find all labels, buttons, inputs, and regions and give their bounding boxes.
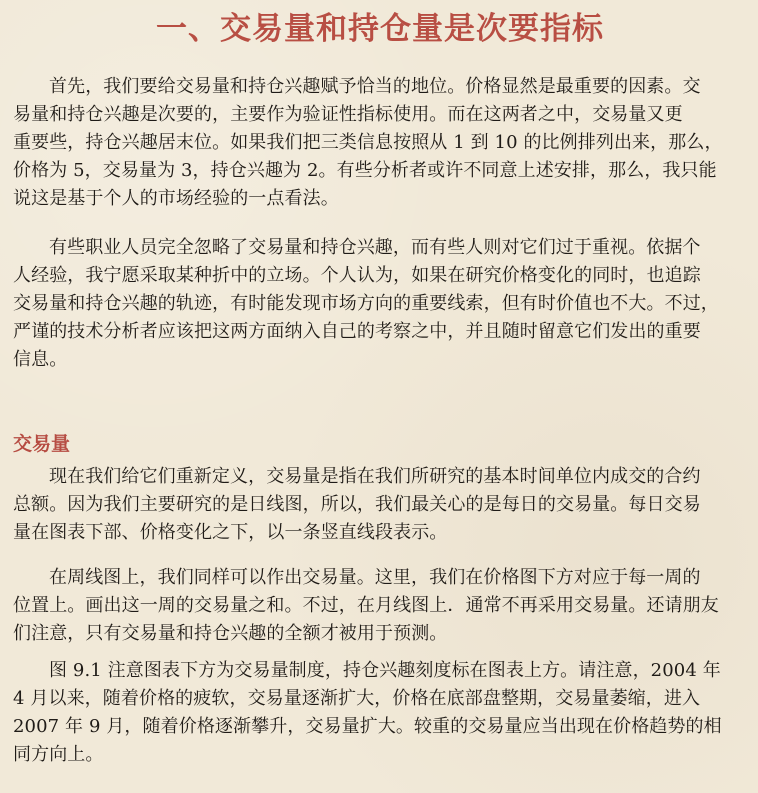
paragraph-line: 4 月以来，随着价格的疲软，交易量逐渐扩大，价格在底部盘整期，交易量萎缩，进入 (13, 688, 701, 709)
paragraph-line: 位置上。画出这一周的交易量之和。不过，在月线图上．通常不再采用交易量。还请朋友 (13, 595, 719, 616)
paragraph-line: 价格为 5，交易量为 3，持仓兴趣为 2。有些分析者或许不同意上述安排，那么，我只能 (13, 160, 717, 181)
paragraph-line: 有些职业人员完全忽略了交易量和持仓兴趣，而有些人则对它们过于重视。依据个 (49, 237, 701, 258)
paragraph-line: 说这是基于个人的市场经验的一点看法。 (13, 188, 339, 209)
paragraph-line: 们注意，只有交易量和持仓兴趣的全额才被用于预测。 (13, 623, 448, 644)
page-title: 一、交易量和持仓量是次要指标 (156, 11, 604, 47)
paragraph-line: 同方向上。 (13, 744, 104, 765)
volume-paragraph-1 (13, 463, 748, 547)
intro-paragraph-2 (13, 234, 748, 374)
volume-paragraph-2 (13, 564, 748, 648)
paragraph-line: 2007 年 9 月，随着价格逐渐攀升，交易量扩大。较重的交易量应当出现在价格趋势的相 (13, 716, 722, 737)
paragraph-line: 现在我们给它们重新定义，交易量是指在我们所研究的基本时间单位内成交的合约 (49, 466, 701, 487)
paragraph-line: 严谨的技术分析者应该把这两方面纳入自己的考察之中，并且随时留意它们发出的重要 (13, 321, 701, 342)
paragraph-line: 易量和持仓兴趣是次要的，主要作为验证性指标使用。而在这两者之中，交易量又更 (13, 104, 683, 125)
paragraph-line: 图 9.1 注意图表下方为交易量制度，持仓兴趣刻度标在图表上方。请注意，2004 年 (49, 660, 721, 681)
paragraph-line: 量在图表下部、价格变化之下，以一条竖直线段表示。 (13, 522, 448, 543)
paragraph-line: 交易量和持仓兴趣的轨迹，有时能发现市场方向的重要线索，但有时价值也不大。不过， (13, 293, 719, 314)
paragraph-line: 总额。因为我们主要研究的是日线图，所以，我们最关心的是每日的交易量。每日交易 (13, 494, 701, 515)
volume-paragraph-3 (13, 657, 748, 769)
paragraph-line: 在周线图上，我们同样可以作出交易量。这里，我们在价格图下方对应于每一周的 (49, 567, 701, 588)
paragraph-line: 重要些，持仓兴趣居末位。如果我们把三类信息按照从 1 到 10 的比例排列出来，那么， (13, 132, 723, 153)
section-heading: 交易量 (13, 433, 71, 455)
paragraph-line: 人经验，我宁愿采取某种折中的立场。个人认为，如果在研究价格变化的同时，也追踪 (13, 265, 701, 286)
intro-paragraph-1 (13, 73, 748, 213)
paragraph-line: 首先，我们要给交易量和持仓兴趣赋予恰当的地位。价格显然是最重要的因素。交 (49, 76, 701, 97)
paragraph-line: 信息。 (13, 349, 68, 370)
